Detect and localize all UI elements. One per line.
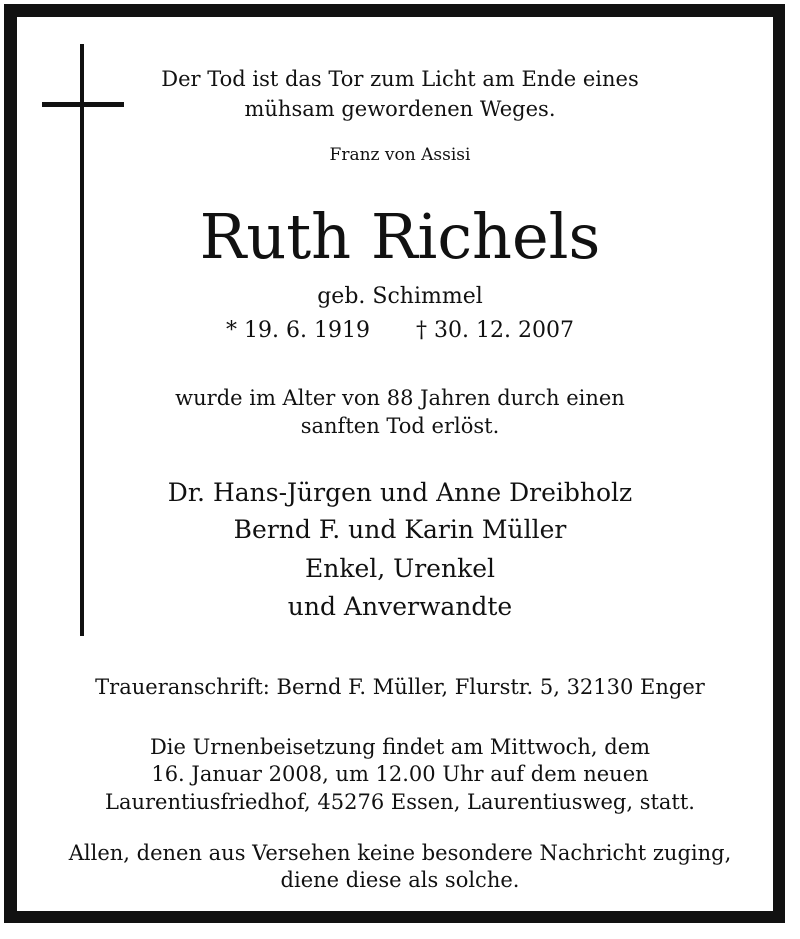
deceased-name: Ruth Richels (199, 200, 601, 273)
mourner-3: Enkel, Urenkel (304, 554, 496, 583)
mourning-address: Traueranschrift: Bernd F. Müller, Flurstr. 5, 32130 Enger (95, 675, 705, 699)
mourner-1: Dr. Hans-Jürgen und Anne Dreibholz (167, 478, 633, 507)
note-line-1: Allen, denen aus Versehen keine besondere Nachricht zuging, (68, 841, 732, 865)
life-dates (0, 318, 800, 343)
motto-line-2: mühsam gewordenen Weges. (244, 97, 556, 121)
ceremony-line-1: Die Urnenbeisetzung findet am Mittwoch, dem (149, 735, 651, 759)
maiden-name: geb. Schimmel (317, 284, 483, 309)
death-date: † 30. 12. 2007 (416, 318, 574, 343)
motto-line-1: Der Tod ist das Tor zum Licht am Ende eines (161, 67, 639, 91)
mourner-2: Bernd F. und Karin Müller (233, 515, 567, 544)
mourner-4: und Anverwandte (287, 592, 513, 621)
birth-date: * 19. 6. 1919 (226, 318, 370, 343)
ceremony-line-3: Laurentiusfriedhof, 45276 Essen, Laurentiusweg, statt. (105, 790, 695, 814)
statement-line-2: sanften Tod erlöst. (300, 414, 500, 438)
motto-author: Franz von Assisi (329, 145, 471, 165)
statement-line-1: wurde im Alter von 88 Jahren durch einen (175, 386, 625, 410)
note-line-2: diene diese als solche. (280, 868, 520, 892)
ceremony-line-2: 16. Januar 2008, um 12.00 Uhr auf dem neuen (151, 762, 649, 786)
